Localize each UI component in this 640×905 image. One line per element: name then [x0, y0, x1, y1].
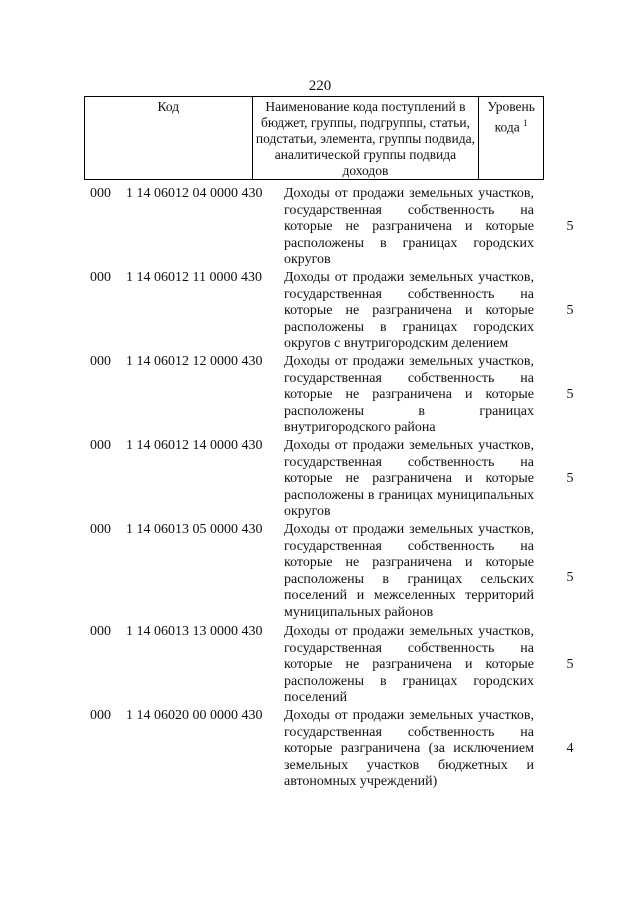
row-name: Доходы от продажи земельных участков, государственная собственность на которые не разграничена и которые расположены в границах муниципальных округов: [284, 438, 534, 520]
table-row: [0, 708, 640, 792]
row-name: Доходы от продажи земельных участков, государственная собственность на которые не разграничена и которые расположены в границах городских округов с внутригородским делением: [284, 270, 534, 352]
row-prefix: 000: [90, 186, 111, 201]
row-level: 5: [566, 387, 574, 402]
row-level: 5: [566, 219, 574, 234]
table-row: [0, 186, 640, 270]
row-prefix: 000: [90, 624, 111, 639]
row-prefix: 000: [90, 438, 111, 453]
table-row: [0, 354, 640, 438]
table-row: [0, 270, 640, 354]
header-name: Наименование кода поступлений в бюджет, группы, подгруппы, статьи, подстатьи, элемента, группы подвида, аналитической группы подвида доходов: [252, 97, 479, 180]
row-name: Доходы от продажи земельных участков, государственная собственность на которые разграничена (за исключением земельных участков бюджетных и автономных учреждений): [284, 708, 534, 790]
row-code: 1 14 06012 12 0000 430: [126, 354, 263, 369]
row-prefix: 000: [90, 708, 111, 723]
table-row: [0, 624, 640, 708]
row-level: 4: [566, 741, 574, 756]
row-name: Доходы от продажи земельных участков, государственная собственность на которые не разграничена и которые расположены в границах городских поселений: [284, 624, 534, 706]
row-level: 5: [566, 570, 574, 585]
page-number: 220: [308, 78, 332, 94]
row-name: Доходы от продажи земельных участков, государственная собственность на которые не разграничена и которые расположены в границах внутригородского района: [284, 354, 534, 436]
row-code: 1 14 06013 05 0000 430: [126, 522, 263, 537]
row-code: 1 14 06012 04 0000 430: [126, 186, 263, 201]
table-header: [84, 96, 544, 180]
header-level: Уровень кода $^1$: [479, 97, 544, 180]
row-code: 1 14 06013 13 0000 430: [126, 624, 263, 639]
row-prefix: 000: [90, 354, 111, 369]
row-code: 1 14 06020 00 0000 430: [126, 708, 263, 723]
row-code: 1 14 06012 11 0000 430: [126, 270, 262, 285]
row-level: 5: [566, 471, 574, 486]
table-row: [0, 438, 640, 522]
row-prefix: 000: [90, 270, 111, 285]
row-name: Доходы от продажи земельных участков, государственная собственность на которые не разграничена и которые расположены в границах сельских поселений и межселенных территорий муниципальных районов: [284, 522, 534, 620]
row-name: Доходы от продажи земельных участков, государственная собственность на которые не разграничена и которые расположены в границах городских округов: [284, 186, 534, 268]
table-body: [0, 186, 640, 792]
table-row: [0, 522, 640, 624]
header-code: Код: [85, 97, 253, 180]
footnote-mark: 1: [523, 118, 528, 128]
row-prefix: 000: [90, 522, 111, 537]
row-code: 1 14 06012 14 0000 430: [126, 438, 263, 453]
row-level: 5: [566, 303, 574, 318]
row-level: 5: [566, 657, 574, 672]
